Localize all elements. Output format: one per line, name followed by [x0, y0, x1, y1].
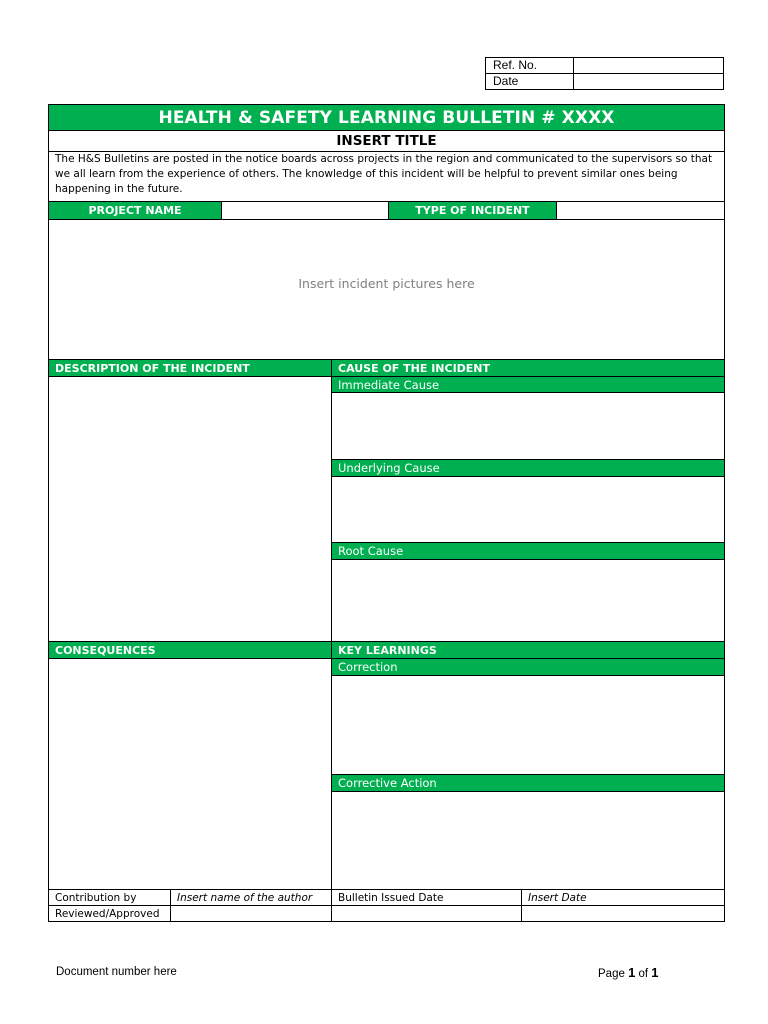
- description-label: DESCRIPTION OF THE INCIDENT: [55, 361, 250, 375]
- immediate-cause-label: Immediate Cause: [338, 377, 440, 392]
- date-label: [485, 73, 574, 90]
- page-current: 1: [628, 965, 636, 980]
- reviewed-label: Reviewed/Approved: [55, 907, 160, 920]
- cause-label: CAUSE OF THE INCIDENT: [338, 361, 491, 375]
- author-name-field[interactable]: [170, 889, 332, 906]
- pictures-placeholder: Insert incident pictures here: [298, 276, 475, 291]
- insert-title-text: INSERT TITLE: [336, 133, 437, 149]
- issued-date-placeholder: Insert Date: [528, 891, 587, 904]
- project-name-header: [48, 201, 222, 220]
- issued-date-label-cell: [331, 889, 522, 906]
- contribution-label-cell: [48, 889, 171, 906]
- corrective-action-field[interactable]: [331, 791, 725, 890]
- insert-title-row[interactable]: [48, 130, 725, 152]
- contribution-label: Contribution by: [55, 891, 137, 904]
- correction-field[interactable]: [331, 675, 725, 775]
- correction-label: Correction: [338, 660, 398, 674]
- key-learnings-header: [331, 641, 725, 659]
- underlying-cause-field[interactable]: [331, 476, 725, 543]
- immediate-cause-field[interactable]: [331, 392, 725, 460]
- date-field[interactable]: [573, 73, 724, 90]
- incident-pictures-area[interactable]: [48, 219, 725, 360]
- reviewed-extra-cell-1[interactable]: [331, 905, 522, 922]
- underlying-cause-header: [331, 459, 725, 477]
- consequences-header: [48, 641, 332, 659]
- project-name-label: PROJECT NAME: [88, 204, 182, 217]
- incident-type-header: [388, 201, 557, 220]
- root-cause-field[interactable]: [331, 559, 725, 642]
- issued-date-field[interactable]: [521, 889, 725, 906]
- incident-type-label: TYPE OF INCIDENT: [415, 204, 530, 217]
- page-total: 1: [651, 965, 659, 980]
- date-text: Date: [493, 74, 519, 88]
- page-number: [598, 965, 659, 980]
- issued-date-label: Bulletin Issued Date: [338, 891, 444, 904]
- reviewed-extra-cell-2[interactable]: [521, 905, 725, 922]
- bulletin-title-bar: [48, 104, 725, 131]
- reviewed-label-cell: [48, 905, 171, 922]
- underlying-cause-label: Underlying Cause: [338, 461, 440, 475]
- key-learnings-label: KEY LEARNINGS: [338, 643, 437, 657]
- root-cause-label: Root Cause: [338, 544, 404, 558]
- consequences-field[interactable]: [48, 658, 332, 890]
- reviewed-name-field[interactable]: [170, 905, 332, 922]
- ref-no-label: [485, 57, 574, 74]
- cause-header: [331, 359, 725, 377]
- description-header: [48, 359, 332, 377]
- author-name-placeholder: Insert name of the author: [177, 891, 313, 904]
- document-number: [56, 966, 177, 978]
- ref-no-field[interactable]: [573, 57, 724, 74]
- bulletin-title: HEALTH & SAFETY LEARNING BULLETIN # XXXX: [158, 107, 615, 128]
- intro-text: The H&S Bulletins are posted in the notice boards across projects in the region and communicated to the supervisors so that we all learn from the experience of others. The knowledge of this incident will be helpful to prevent similar ones being happening in the future.: [55, 153, 713, 195]
- intro-paragraph: [48, 151, 725, 202]
- corrective-action-header: [331, 774, 725, 792]
- consequences-label: CONSEQUENCES: [55, 643, 156, 657]
- page-of: of: [638, 968, 649, 980]
- page-prefix: Page: [598, 968, 625, 980]
- correction-header: [331, 658, 725, 676]
- document-number-text: Document number here: [56, 966, 177, 978]
- immediate-cause-header: [331, 376, 725, 393]
- corrective-action-label: Corrective Action: [338, 776, 437, 790]
- incident-type-field[interactable]: [556, 201, 725, 220]
- ref-no-text: Ref. No.: [493, 58, 538, 72]
- description-field[interactable]: [48, 376, 332, 642]
- root-cause-header: [331, 542, 725, 560]
- project-name-field[interactable]: [221, 201, 389, 220]
